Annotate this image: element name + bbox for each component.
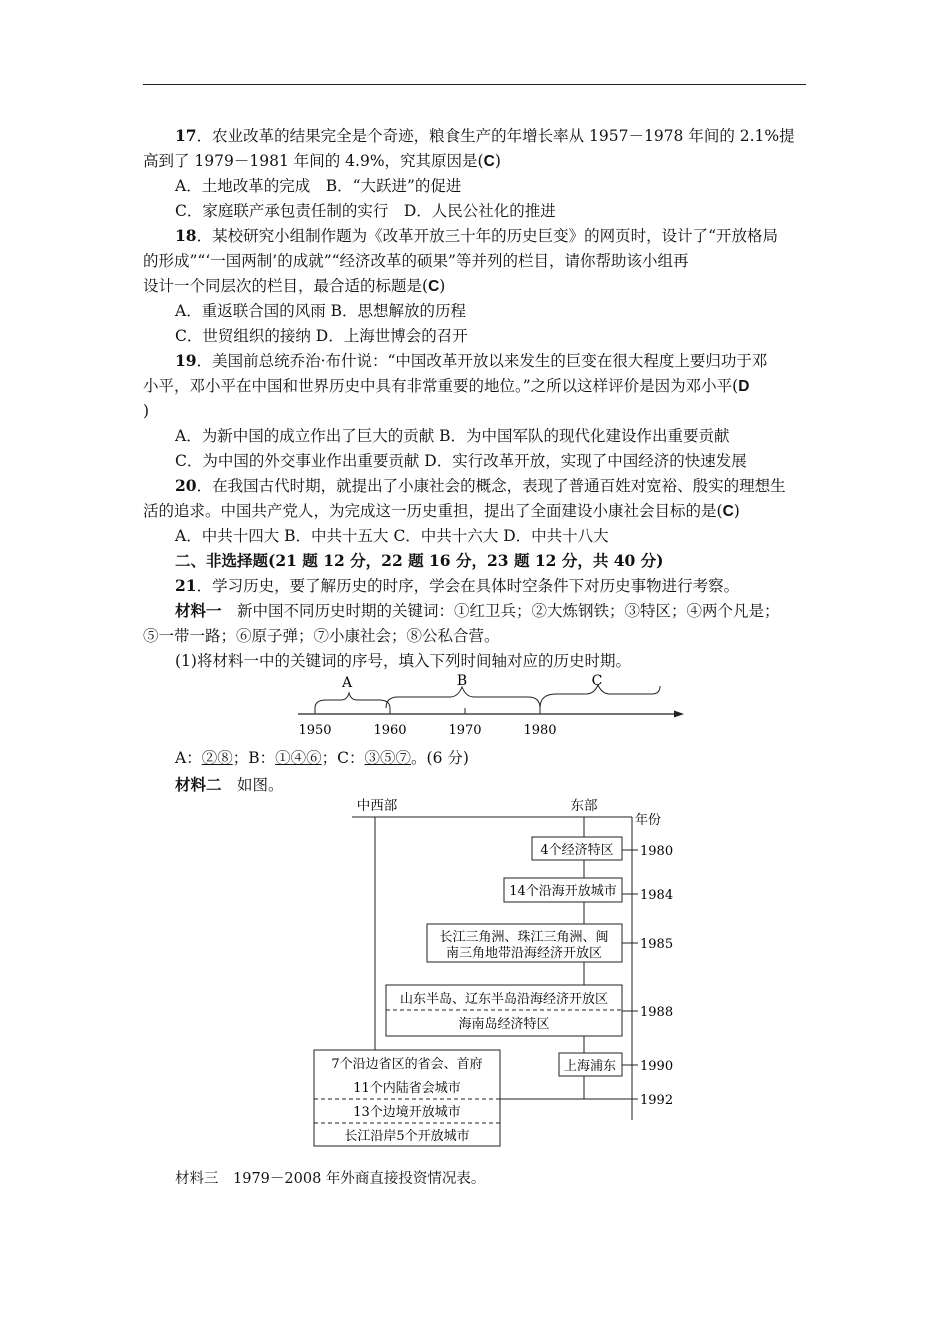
box-inland-line4: 长江沿岸5个开放城市 <box>344 1129 470 1144</box>
q19-number: 19 <box>175 351 197 370</box>
timeline-tick-1950: 1950 <box>298 723 332 738</box>
q18-line3: 设计一个同层次的栏目，最合适的标题是(C) <box>143 277 446 295</box>
q21-material2: 材料二 如图。 <box>175 775 284 794</box>
q18-number: 18 <box>175 226 197 245</box>
q17-options-cd: C．家庭联产承包责任制的实行 D．人民公社化的推进 <box>175 202 556 220</box>
q18-line2: 的形成”“‘一国两制’的成就”“经济改革的硕果”等并列的栏目，请你帮助该小组再 <box>143 252 689 270</box>
box-delta-zones-line1: 长江三角洲、珠江三角洲、闽 <box>439 930 609 945</box>
opening-diagram <box>300 790 680 1155</box>
header-rule <box>143 84 806 85</box>
q19-line2: 小平，邓小平在中国和世界历史中具有非常重要的地位。”之所以这样评价是因为邓小平(D <box>143 377 750 395</box>
q20-answer: C <box>722 503 734 520</box>
box-inland-line2: 11个内陆省会城市 <box>353 1081 461 1096</box>
box-pudong-label: 上海浦东 <box>563 1059 617 1074</box>
diagram-year-1992: 1992 <box>640 1093 674 1108</box>
box-special-zones-label: 4个经济特区 <box>540 843 614 858</box>
brace-a <box>315 693 390 708</box>
timeline-tick-1960: 1960 <box>373 723 407 738</box>
timeline-tick-1980: 1980 <box>523 723 557 738</box>
q20-number: 20 <box>175 476 197 495</box>
answer-b: ①④⑥ <box>275 749 322 767</box>
q17-number: 17 <box>175 126 197 145</box>
q21-answer-line: A：②⑧；B：①④⑥；C：③⑤⑦。(6 分) <box>175 749 469 767</box>
q21-material3: 材料三 1979－2008 年外商直接投资情况表。 <box>175 1171 486 1187</box>
timeline-label-a: A <box>341 675 353 691</box>
box-coastal-cities-label: 14个沿海开放城市 <box>509 884 617 899</box>
box-inland-line3: 13个边境开放城市 <box>353 1105 461 1120</box>
answer-a: ②⑧ <box>201 749 233 767</box>
box-peninsula-zones-line1: 山东半岛、辽东半岛沿海经济开放区 <box>399 992 609 1007</box>
q17-line1: 17．农业改革的结果完全是个奇迹，粮食生产的年增长率从 1957－1978 年间的 2.1%提 <box>175 126 795 145</box>
diagram-year-1984: 1984 <box>640 888 674 903</box>
q17-answer: C <box>483 153 495 170</box>
timeline <box>290 672 690 740</box>
q17-line2: 高到了 1979－1981 年间的 4.9%，究其原因是(C) <box>143 152 501 170</box>
box-delta-zones-line2: 南三角地带沿海经济开放区 <box>445 946 603 961</box>
diagram-year-1988: 1988 <box>640 1005 674 1020</box>
q19-line3: ) <box>143 402 150 420</box>
diagram-axis-title: 年份 <box>634 813 662 828</box>
q18-options-cd: C．世贸组织的接纳 D．上海世博会的召开 <box>175 327 468 345</box>
timeline-label-c: C <box>591 673 603 689</box>
diagram-year-1980: 1980 <box>640 844 674 859</box>
timeline-arrowhead <box>674 711 684 718</box>
q19-options-cd: C．为中国的外交事业作出重要贡献 D．实行改革开放，实现了中国经济的快速发展 <box>175 452 747 470</box>
q21-material1-line2: ⑤一带一路；⑥原子弹；⑦小康社会；⑧公私合营。 <box>143 627 500 645</box>
q21-task1: (1)将材料一中的关键词的序号，填入下列时间轴对应的历史时期。 <box>175 652 631 670</box>
timeline-tick-1970: 1970 <box>448 723 482 738</box>
box-hainan-line: 海南岛经济特区 <box>458 1017 550 1032</box>
material2-label: 材料二 <box>175 775 222 794</box>
q18-options-ab: A．重返联合国的风雨 B．思想解放的历程 <box>175 302 467 320</box>
q19-answer: D <box>738 378 750 395</box>
answer-c: ③⑤⑦ <box>364 749 412 767</box>
q19-options-ab: A．为新中国的成立作出了巨大的贡献 B．为中国军队的现代化建设作出重要贡献 <box>175 427 730 445</box>
q21-material1-line1: 材料一 新中国不同历史时期的关键词：①红卫兵；②大炼钢铁；③特区；④两个凡是； <box>175 601 780 620</box>
material1-label: 材料一 <box>175 601 222 620</box>
diagram-header-west: 中西部 <box>356 798 398 814</box>
brace-b <box>386 687 540 708</box>
section2-heading: 二、非选择题(21 题 12 分，22 题 16 分，23 题 12 分，共 40 分) <box>175 551 664 570</box>
q18-answer: C <box>428 278 440 295</box>
q20-line2: 活的追求。中国共产党人，为完成这一历史重担，提出了全面建设小康社会目标的是(C) <box>143 502 740 520</box>
timeline-label-b: B <box>456 673 468 689</box>
q20-options: A．中共十四大 B．中共十五大 C．中共十六大 D．中共十八大 <box>175 527 609 545</box>
q18-line1: 18．某校研究小组制作题为《改革开放三十年的历史巨变》的网页时，设计了“开放格局 <box>175 226 779 245</box>
q19-line1: 19．美国前总统乔治·布什说：“中国改革开放以来发生的巨变在很大程度上要归功于邓 <box>175 351 768 370</box>
diagram-year-1990: 1990 <box>640 1059 674 1074</box>
q20-line1: 20．在我国古代时期，就提出了小康社会的概念，表现了普通百姓对宽裕、殷实的理想生 <box>175 476 786 495</box>
diagram-year-1985: 1985 <box>640 937 674 952</box>
q21-number: 21 <box>175 576 197 595</box>
diagram-header-east: 东部 <box>570 798 598 814</box>
q21-intro: 21．学习历史，要了解历史的时序，学会在具体时空条件下对历史事物进行考察。 <box>175 576 740 595</box>
box-inland-line1: 7个沿边省区的省会、首府 <box>331 1057 483 1072</box>
q17-options-ab: A．土地改革的完成 B．“大跃进”的促进 <box>175 177 462 195</box>
